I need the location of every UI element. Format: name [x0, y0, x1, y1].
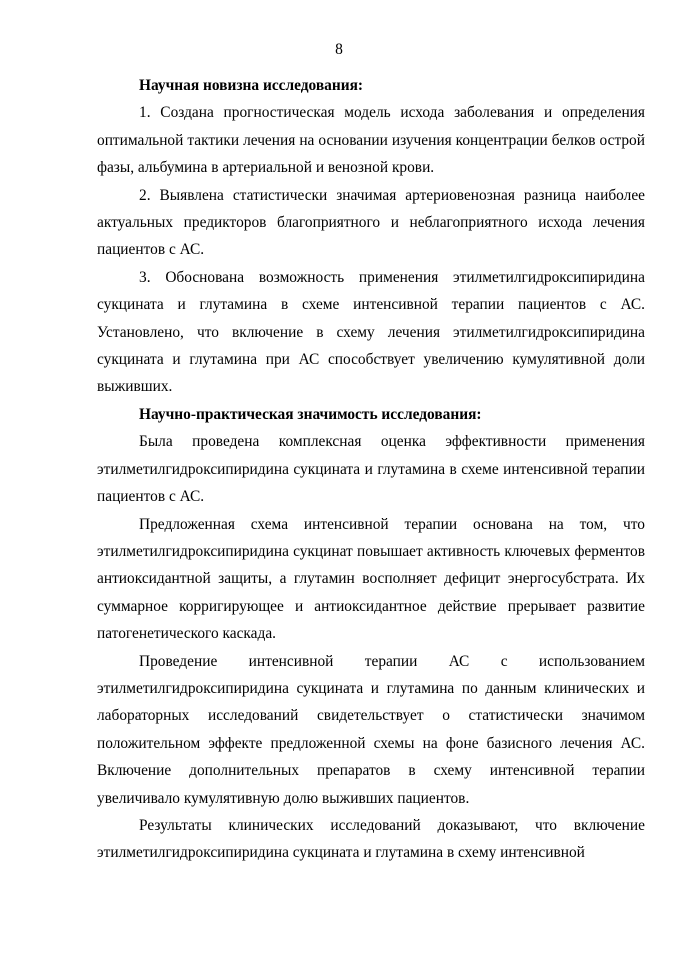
significance-paragraph-3: Проведение интенсивной терапии АС с использованием этилметилгидроксипиридина сукцината и глутамина по данным клинических и лабораторных исследований свидетельствует о статистически значимом положительном эффекте предложенной схемы на фоне базисного лечения АС. Включение дополнительных препаратов в схему интенсивной терапии увеличивало кумулятивную долю выживших пациентов. — [97, 652, 645, 807]
significance-paragraph-1: Была проведена комплексная оценка эффективности применения этилметилгидроксипиридина сукцината и глутамина в схеме интенсивной терапии пациентов с АС. — [97, 433, 645, 506]
novelty-item-3: 3. Обоснована возможность применения этилметилгидроксипиридина сукцината и глутамина в схеме интенсивной терапии пациентов с АС. Установлено, что включение в схему лечения этилметилгидроксипиридина сукцината и глутамина при АС способствует увеличению кумулятивной доли выживших. — [97, 268, 645, 396]
significance-paragraph-4: Результаты клинических исследований доказывают, что включение этилметилгидроксипиридина сукцината и глутамина в схему интенсивной — [97, 816, 645, 862]
significance-paragraph-2: Предложенная схема интенсивной терапии основана на том, что этилметилгидроксипиридина сукцинат повышает активность ключевых ферментов антиоксидантной защиты, а глутамин восполняет дефицит энергосубстрата. Их суммарное корригирующее и антиоксидантное действие прерывает развитие патогенетического каскада. — [97, 515, 645, 643]
novelty-item-1: 1. Создана прогностическая модель исхода заболевания и определения оптимальной тактики лечения на основании изучения концентрации белков острой фазы, альбумина в артериальной и венозной крови. — [97, 104, 645, 177]
page-number: 8 — [335, 41, 343, 58]
section-heading-novelty: Научная новизна исследования: — [139, 77, 364, 94]
document-body — [97, 72, 645, 867]
novelty-item-2: 2. Выявлена статистически значимая артериовенозная разница наиболее актуальных предикторов благоприятного и неблагоприятного исхода лечения пациентов с АС. — [97, 186, 645, 259]
section-heading-practical-significance: Научно-практическая значимость исследования: — [139, 405, 482, 423]
